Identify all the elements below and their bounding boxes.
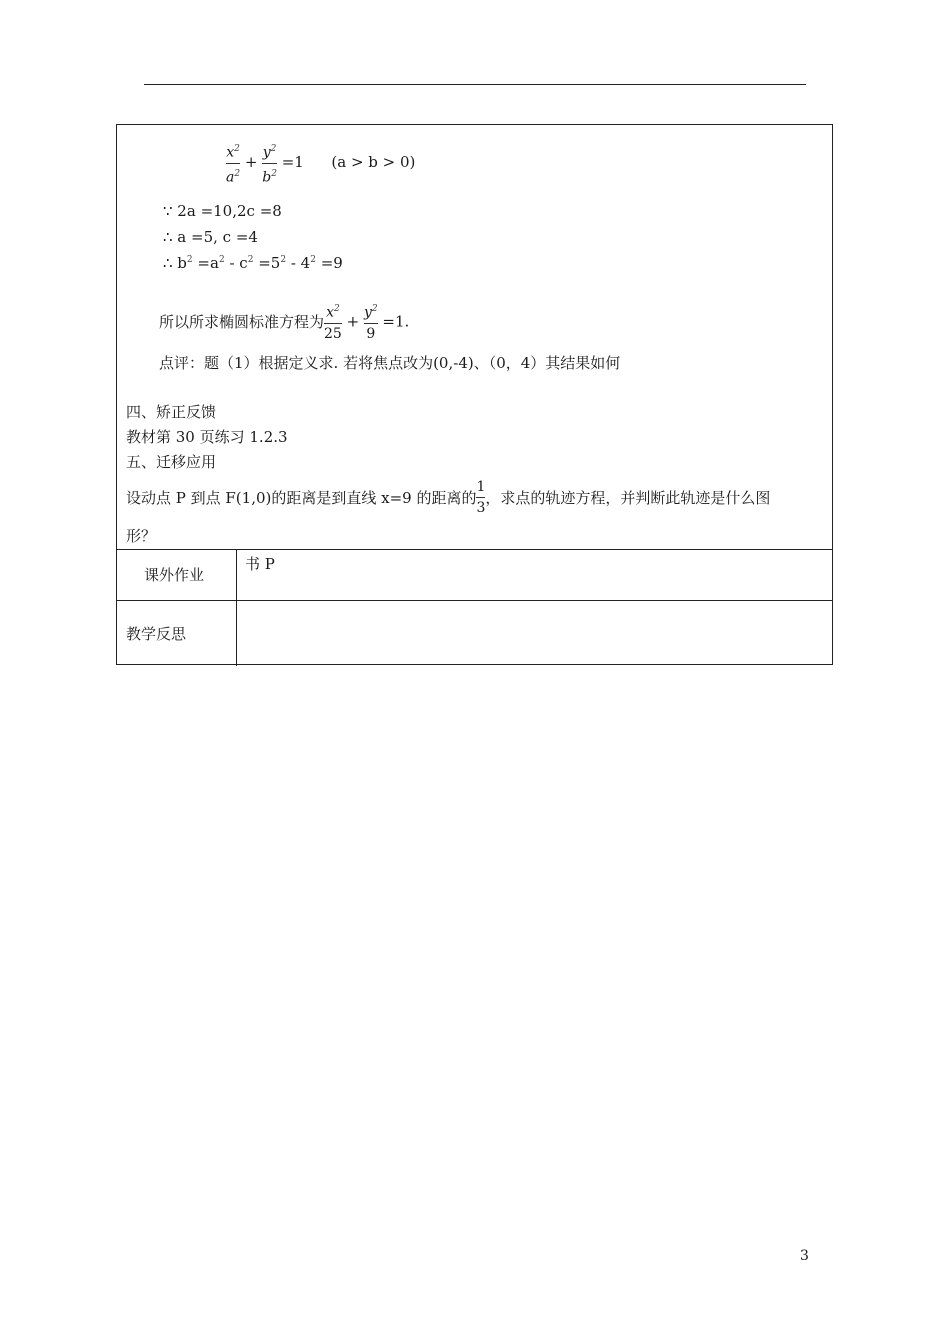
reflection-label: 教学反思 [126, 625, 187, 643]
section-4-heading: 四、矫正反馈 [126, 403, 217, 421]
row-divider-reflection [117, 600, 832, 601]
step-3: ∴ $b^2 =a^2 - c^2 =5^2 - 4^2 =9$ [163, 254, 343, 272]
column-divider [236, 549, 237, 666]
row-divider-homework [117, 549, 832, 550]
exercise-reference: 教材第 30 页练习 1.2.3 [126, 428, 288, 446]
section-5-heading: 五、迁移应用 [126, 453, 217, 471]
equation-condition: (a > b > 0) [331, 153, 416, 172]
problem-line: 设动点 P 到点 F(1,0)的距离是到直线 x=9 的距离的 $\frac{1}{3}$ ，求点的轨迹方程，并判断此轨迹是什么图 [126, 479, 771, 516]
homework-value: 书 P [245, 555, 275, 573]
ellipse-general-equation: $\frac{x^2}{a^2}$ + $\frac{y^2}{b^2}$ =1 (a > b > 0) [226, 144, 416, 186]
problem-line-wrap: 形？ [126, 527, 157, 545]
header-rule [144, 84, 806, 85]
page-number: 3 [800, 1248, 809, 1264]
comment-line: 点评：题（1）根据定义求. 若将焦点改为(0,-4)、（0，4）其结果如何 [159, 354, 621, 372]
answer-line: 所以所求椭圆标准方程为 $\frac{x^2}{25}$ + $\frac{y^2}{9}$ =1. [159, 304, 410, 342]
step-1: ∵ 2a =10,2c =8 [163, 202, 282, 220]
step-2: ∴ a =5, c =4 [163, 228, 258, 246]
homework-label: 课外作业 [144, 566, 205, 584]
